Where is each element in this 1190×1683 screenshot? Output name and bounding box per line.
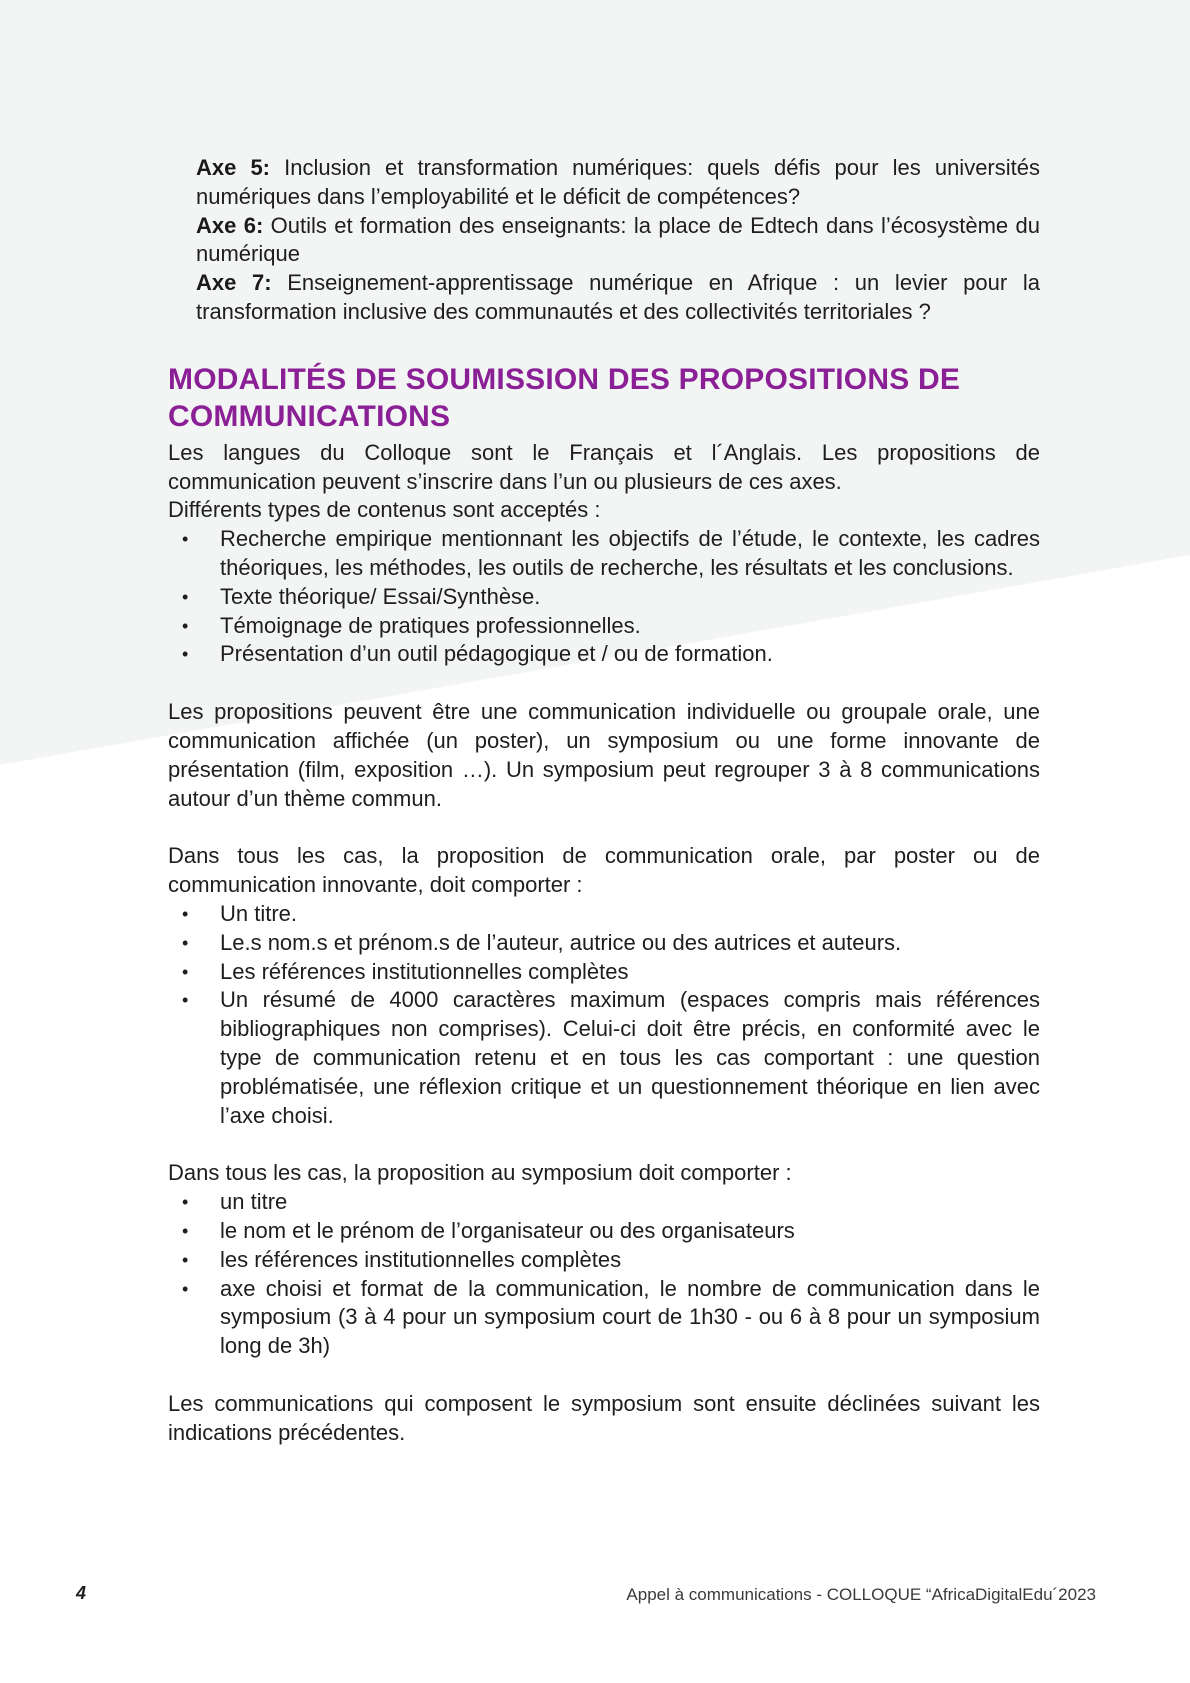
communication-intro: Dans tous les cas, la proposition de communication orale, par poster ou de communication innovante, doit comporter :	[168, 843, 1040, 898]
symposium-requirements-list	[168, 1188, 1040, 1361]
document-page	[168, 154, 1040, 1447]
axis-text: Enseignement-apprentissage numérique en Afrique : un levier pour la transformation inclusive des communautés et des collectivités territoriales ?	[196, 270, 1040, 324]
communication-requirements-list	[168, 900, 1040, 1130]
axis-label: Axe 7:	[196, 270, 272, 296]
list-item: • Un titre.	[168, 900, 1040, 929]
list-item: • Le.s nom.s et prénom.s de l’auteur, autrice ou des autrices et auteurs.	[168, 929, 1040, 958]
axis-item	[196, 154, 1040, 212]
axis-item	[196, 212, 1040, 270]
symposium-intro: Dans tous les cas, la proposition au symposium doit comporter :	[168, 1160, 792, 1186]
list-item: • le nom et le prénom de l’organisateur ou des organisateurs	[168, 1217, 1040, 1246]
axis-item	[196, 269, 1040, 327]
closing-paragraph: Les communications qui composent le symposium sont ensuite déclinées suivant les indications précédentes.	[168, 1390, 1040, 1445]
content-types-intro: Différents types de contenus sont acceptés :	[168, 497, 601, 523]
list-item: • Recherche empirique mentionnant les objectifs de l’étude, le contexte, les cadres théoriques, les méthodes, les outils de recherche, les résultats et les conclusions.	[168, 525, 1040, 583]
content-types-list	[168, 525, 1040, 669]
section-title: MODALITÉS DE SOUMISSION DES PROPOSITIONS DE COMMUNICATIONS	[168, 362, 961, 433]
formats-paragraph: Les propositions peuvent être une communication individuelle ou groupale orale, une communication affichée (un poster), un symposium ou une forme innovante de présentation (film, exposition …). Un symposium peut regrouper 3 à 8 communications autour d’un thème commun.	[168, 699, 1040, 811]
list-item: • un titre	[168, 1188, 1040, 1217]
list-item: • Présentation d’un outil pédagogique et / ou de formation.	[168, 640, 1040, 669]
page-number: 4	[76, 1583, 87, 1603]
list-item: • Témoignage de pratiques professionnelles.	[168, 612, 1040, 641]
list-item: • axe choisi et format de la communication, le nombre de communication dans le symposium (3 à 4 pour un symposium court de 1h30 - ou 6 à 8 pour un symposium long de 3h)	[168, 1275, 1040, 1361]
axis-text: Outils et formation des enseignants: la place de Edtech dans l’écosystème du numérique	[196, 212, 1040, 267]
list-item: • Texte théorique/ Essai/Synthèse.	[168, 583, 1040, 612]
footer-title: Appel à communications - COLLOQUE “AfricaDigitalEdu´2023	[626, 1585, 1096, 1604]
axis-text: Inclusion et transformation numériques: quels défis pour les universités numériques dans l’employabilité et le déficit de compétences?	[196, 155, 1040, 209]
list-item: • Les références institutionnelles complètes	[168, 958, 1040, 987]
list-item: • les références institutionnelles complètes	[168, 1246, 1040, 1275]
list-item: • Un résumé de 4000 caractères maximum (espaces compris mais références bibliographiques non comprises). Celui-ci doit être précis, en conformité avec le type de communication retenu et en tous les cas comportant : une question problématisée, une réflexion critique et un questionnement théorique en lien avec l’axe choisi.	[168, 986, 1040, 1130]
axes-list	[168, 154, 1040, 327]
axis-label: Axe 6:	[196, 212, 264, 238]
axis-label: Axe 5:	[196, 155, 271, 180]
intro-paragraph: Les langues du Colloque sont le Français et l´Anglais. Les propositions de communication peuvent s’inscrire dans l’un ou plusieurs de ces axes.	[168, 439, 1040, 494]
